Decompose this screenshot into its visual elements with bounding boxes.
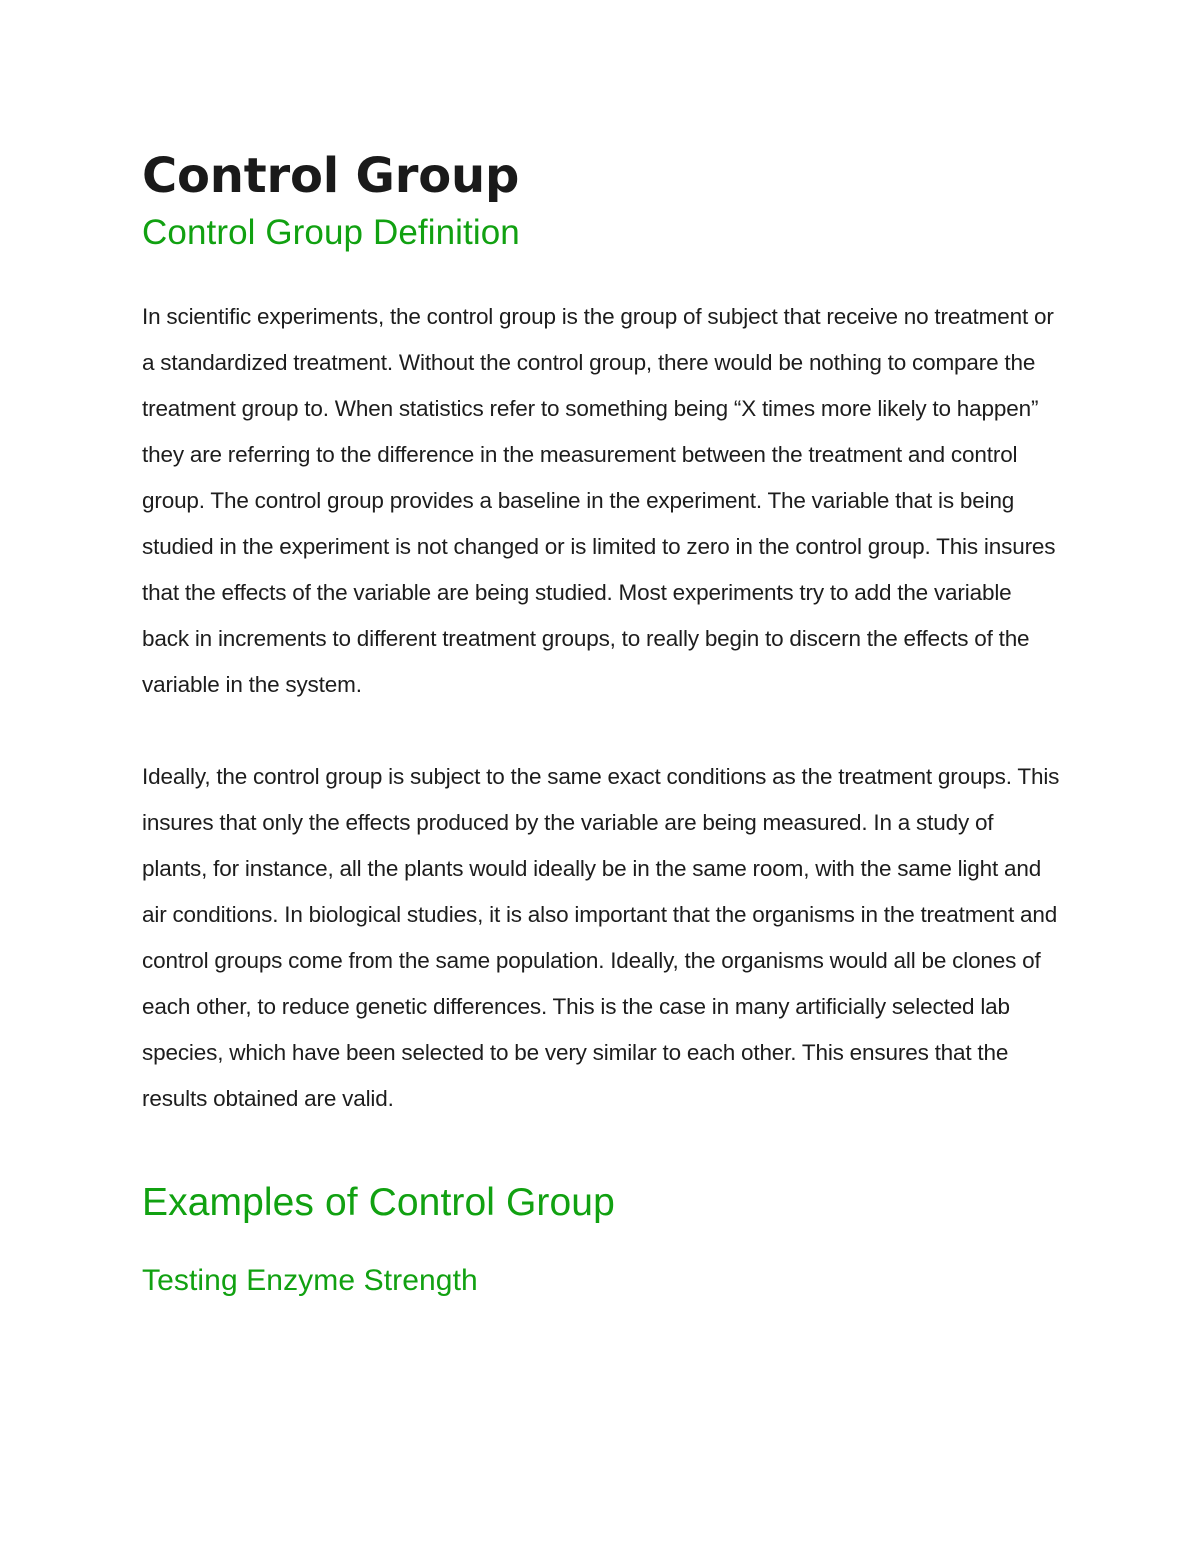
section-heading-examples-of-control-group: Examples of Control Group <box>142 1181 615 1225</box>
section-heading-control-group-definition: Control Group Definition <box>142 212 520 252</box>
paragraph-definition-1: In scientific experiments, the control group is the group of subject that receive no treatment or a standardized treatment. Without the control group, there would be nothing to compare the treatment group to. When statistics refer to something being “X times more likely to happen” they are referring to the difference in the measurement between the treatment and control group. The control group provides a baseline in the experiment. The variable that is being studied in the experiment is not changed or is limited to zero in the control group. This insures that the effects of the variable are being studied. Most experiments try to add the variable back in increments to different treatment groups, to really begin to discern the effects of the variable in the system. <box>142 304 1056 698</box>
page-title: Control Group <box>142 148 520 204</box>
paragraph-definition-2: Ideally, the control group is subject to the same exact conditions as the treatment groups. This insures that only the effects produced by the variable are being measured. In a study of plants, for instance, all the plants would ideally be in the same room, with the same light and air conditions. In biological studies, it is also important that the organisms in the treatment and control groups come from the same population. Ideally, the organisms would all be clones of each other, to reduce genetic differences. This is the case in many artificially selected lab species, which have been selected to be very similar to each other. This ensures that the results obtained are valid. <box>142 764 1060 1112</box>
definition-body <box>142 294 1062 1122</box>
document-content <box>142 150 1062 1299</box>
subsection-heading-testing-enzyme-strength: Testing Enzyme Strength <box>142 1264 478 1298</box>
